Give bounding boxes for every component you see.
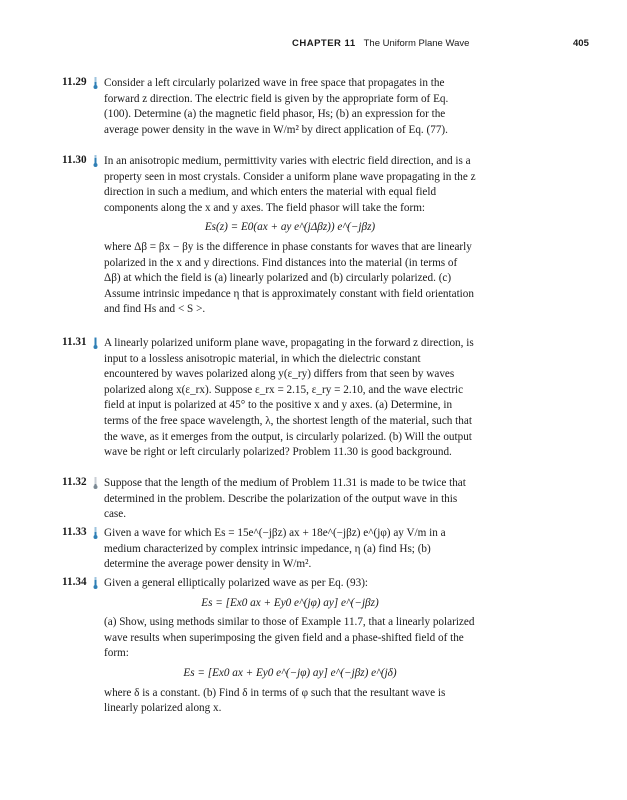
chapter-label: CHAPTER 11 <box>292 38 356 49</box>
difficulty-thermometer-icon <box>93 527 98 539</box>
problem-text <box>104 476 476 523</box>
difficulty-thermometer-icon <box>93 155 98 167</box>
problem-text <box>104 76 476 138</box>
problem-body: In an anisotropic medium, permittivity varies with electric field direction, and is a property seen in most crystals. Consider a uniform plane wave propagating in the z direction in such a medium, and which enters the material with equal field components along the x and y axes. The field phasor will take the form: <box>104 155 476 214</box>
problem-number: 11.34 <box>62 576 87 588</box>
equation: Es(z) = E0(ax + ay e^(jΔβz)) e^(−jβz) <box>204 221 376 234</box>
problem-number: 11.32 <box>62 476 87 488</box>
problem-body-continued: where Δβ = βx − βy is the difference in phase constants for waves that are linearly polarized in the x and y directions. Find distances into the material (in terms of Δβ) at which the field is (a) linearly polarized and (b) circularly polarized. (c) Assume intrinsic impedance η that is approximately constant with field orientation and find Hs and < S >. <box>104 240 474 316</box>
chapter-title: The Uniform Plane Wave <box>363 38 470 49</box>
difficulty-thermometer-icon <box>93 77 98 89</box>
problem-number: 11.30 <box>62 154 87 166</box>
equation: Es = [Ex0 ax + Ey0 e^(jφ) ay] e^(−jβz) <box>201 596 379 609</box>
difficulty-thermometer-icon <box>93 577 98 589</box>
equation-2: Es = [Ex0 ax + Ey0 e^(−jφ) ay] e^(−jβz) e^(jδ) <box>183 666 397 679</box>
problem-text <box>104 336 476 461</box>
problem-number: 11.31 <box>62 336 87 348</box>
problem-body: Consider a left circularly polarized wave in free space that propagates in the forward z direction. The electric field is given by the appropriate form of Eq. (100). Determine (a) the magnetic field phasor, Hs; (b) an expression for the average power density in the wave in W/m² by direct application of Eq. (77). <box>104 77 449 136</box>
problem-body: Given a wave for which Es = 15e^(−jβz) ax + 18e^(−jβz) e^(jφ) ay V/m in a medium characterized by complex intrinsic impedance, η (a) find Hs; (b) determine the average power density in W/m². <box>104 527 446 571</box>
problem-text <box>104 526 476 573</box>
problem-text <box>104 576 476 717</box>
problem-number: 11.29 <box>62 76 87 88</box>
running-header <box>0 38 627 52</box>
difficulty-thermometer-icon <box>93 477 98 489</box>
problem-body: Suppose that the length of the medium of Problem 11.31 is made to be twice that determined in the problem. Describe the polarization of the output wave in this case. <box>104 477 466 521</box>
difficulty-thermometer-icon <box>93 337 98 349</box>
problem-text <box>104 154 476 318</box>
problem-number: 11.33 <box>62 526 87 538</box>
problem-body-end: where δ is a constant. (b) Find δ in terms of φ such that the resultant wave is linearly polarized along x. <box>104 686 446 715</box>
problem-body: A linearly polarized uniform plane wave, propagating in the forward z direction, is input to a lossless anisotropic material, in which the dielectric constant encountered by waves polarized along y(ε_ry) differs from that seen by waves polarized along x(ε_rx). Suppose ε_rx = 2.15, ε_ry = 2.10, and the wave electric field at input is polarized at 45° to the positive x and y axes. (a) Determine, in terms of the free space wavelength, λ, the shortest length of the material, such that the wave, as it emerges from the output, is circularly polarized. (b) Will the output wave be right or left circularly polarized? Problem 11.30 is good background. <box>104 337 474 459</box>
problem-body: Given a general elliptically polarized wave as per Eq. (93): <box>104 577 369 589</box>
page-number: 405 <box>573 38 589 49</box>
problem-body-continued: (a) Show, using methods similar to those of Example 11.7, that a linearly polarized wave results when superimposing the given field and a phase-shifted field of the form: <box>104 616 475 660</box>
